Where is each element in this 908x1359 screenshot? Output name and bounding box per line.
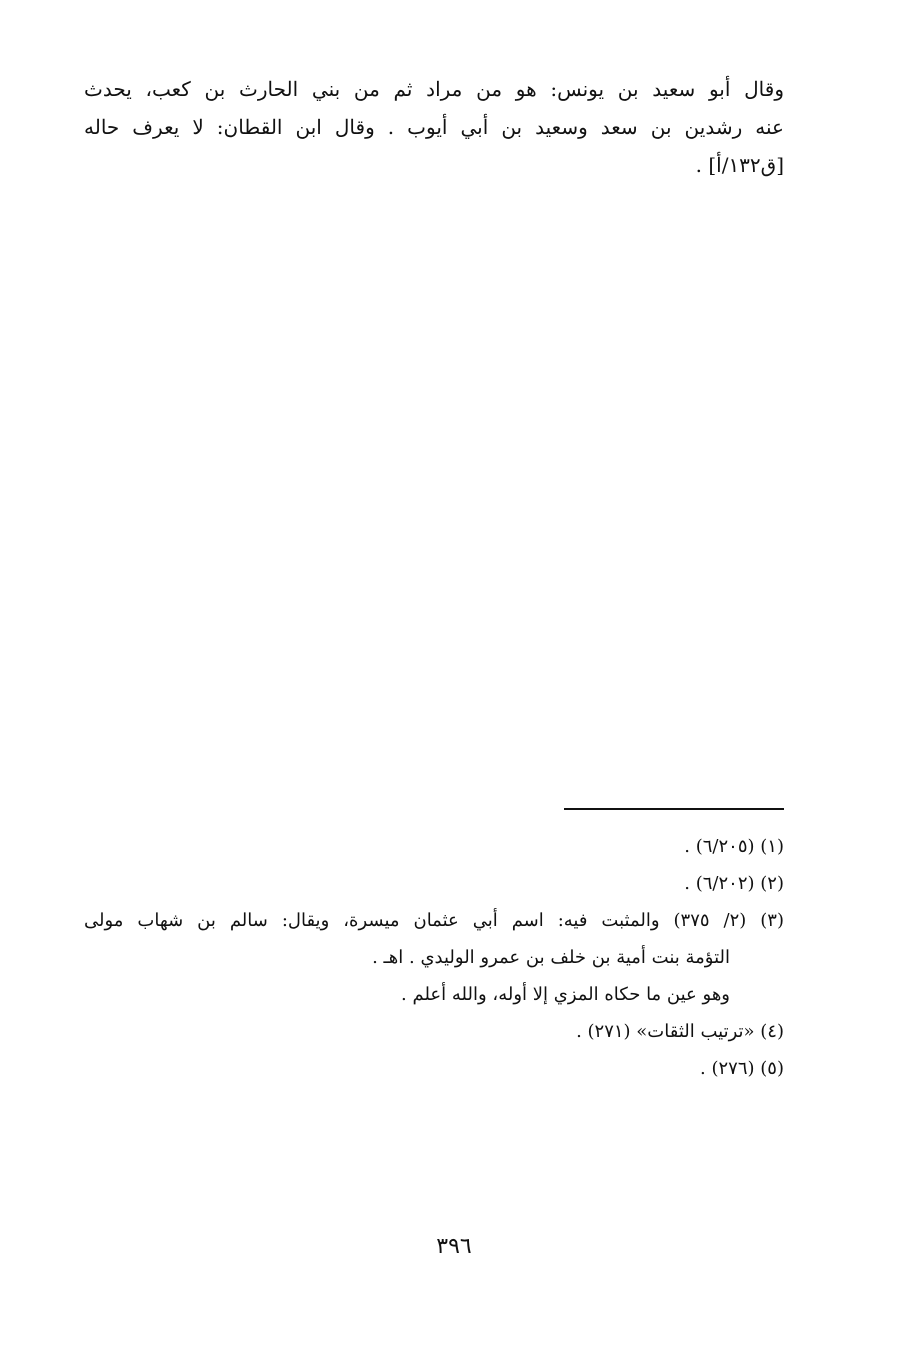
text-line: [84, 490, 784, 528]
paragraph-ibn-yunus: [84, 70, 784, 184]
footnote-1: (١) (٦/٢٠٥) .: [684, 836, 784, 857]
footnote-5: (٥) (٢٧٦) .: [700, 1058, 784, 1079]
paragraph-bukhari: [84, 538, 784, 614]
text-line: [84, 748, 784, 786]
entry-heading-line: [84, 198, 784, 246]
paragraph-tadil: [84, 672, 784, 786]
entry-heading-line: [84, 346, 784, 394]
text-line: [84, 710, 784, 748]
text-line: [84, 404, 784, 442]
footnote-4: (٤) «ترتيب الثقات» (٢٧١) .: [576, 1021, 784, 1042]
entry-heading-1193: [84, 198, 784, 246]
footnote-3-continued: وهو عين ما حكاه المزي إلا أوله، والله أعلم .: [401, 984, 730, 1005]
page-body: [84, 70, 784, 1087]
text-line: [84, 442, 784, 480]
text-line: [84, 624, 784, 662]
footnote-2: (٢) (٦/٢٠٢) .: [684, 873, 784, 894]
entry-heading-1194: [84, 298, 784, 394]
footnote-divider: [564, 808, 784, 810]
footnotes: [84, 828, 784, 1087]
footnote-3: (٣) (٢/ ٣٧٥) والمثبت فيه: اسم أبي عثمان ميسرة، ويقال: سالم بن شهاب مولى: [84, 910, 784, 931]
text-line: [ق١٣٢/أ] .: [695, 153, 784, 177]
paragraph-1193: [84, 246, 784, 284]
text-line: [84, 246, 784, 284]
paragraph-sarifini: [84, 490, 784, 528]
footnote-3-continued: التؤمة بنت أمية بن خلف بن عمرو الوليدي . اهـ .: [372, 947, 730, 968]
text-line: عنه رشدين بن سعد وسعيد بن أبي أيوب . وقال ابن القطان: لا يعرف حاله: [84, 115, 784, 139]
text-line: وقال أبو سعيد بن يونس: هو من مراد ثم من بني الحارث بن كعب، يحدث: [84, 77, 784, 101]
text-line: [84, 672, 784, 710]
text-line: [84, 538, 784, 576]
page-number: ٣٩٦: [436, 1234, 472, 1259]
paragraph-ijli: [84, 624, 784, 662]
text-line: [84, 576, 784, 614]
paragraph-ibn-hibban: [84, 404, 784, 480]
entry-heading-line: [84, 298, 784, 346]
